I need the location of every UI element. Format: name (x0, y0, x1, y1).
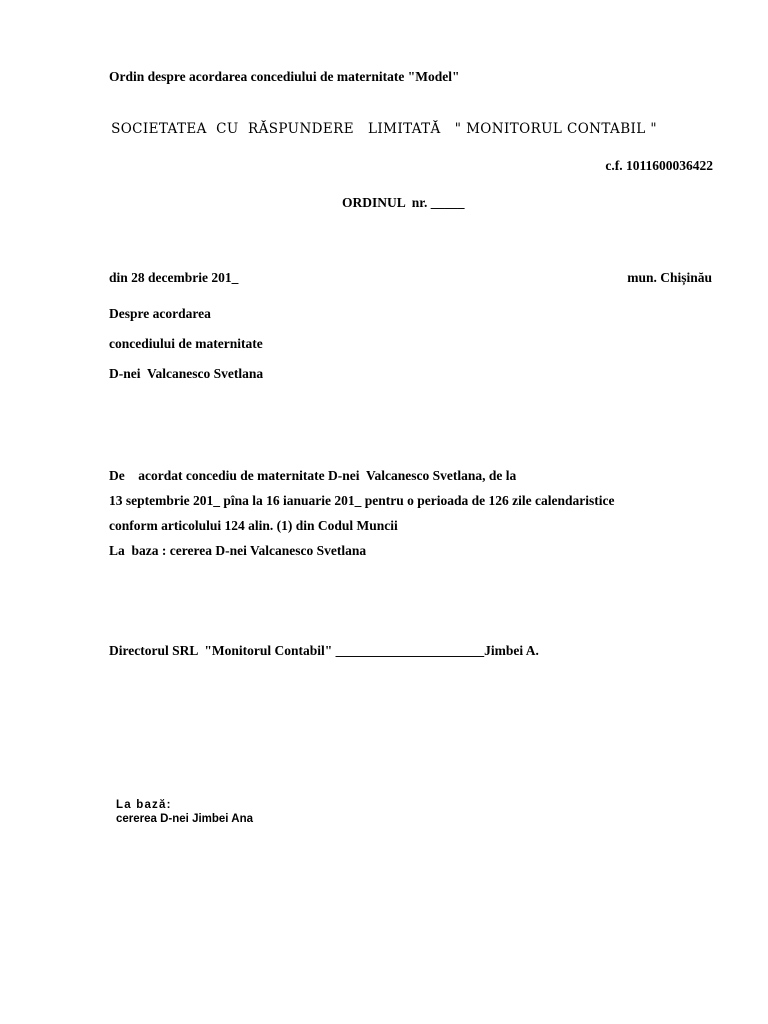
order-city: mun. Chișinău (627, 270, 712, 285)
body-line-3: conform articolului 124 alin. (1) din Codul Muncii (109, 518, 398, 533)
body-line-4: La baza : cererea D-nei Valcanesco Svetlana (109, 543, 367, 558)
footer-text: cererea D-nei Jimbei Ana (116, 813, 253, 825)
director-signature: Directorul SRL "Monitorul Contabil" ______________________Jimbei A. (109, 643, 539, 658)
footer-label: La bază: (116, 799, 172, 811)
subject-line-2: concediului de maternitate (109, 336, 263, 351)
order-title: ORDINUL nr. _____ (342, 195, 465, 210)
subject-line-1: Despre acordarea (109, 306, 211, 321)
order-date: din 28 decembrie 201_ (109, 270, 239, 285)
document-heading: Ordin despre acordarea concediului de maternitate "Model" (109, 69, 460, 84)
fiscal-code: c.f. 1011600036422 (605, 158, 713, 173)
company-name: SOCIETATEA CU RĂSPUNDERE LIMITATĂ " MONITORUL CONTABIL " (111, 121, 657, 137)
body-line-1: De acordat concediu de maternitate D-nei Valcanesco Svetlana, de la (109, 468, 517, 483)
subject-line-3: D-nei Valcanesco Svetlana (109, 366, 264, 381)
body-line-2: 13 septembrie 201_ pîna la 16 ianuarie 201_ pentru o perioada de 126 zile calendaristice (109, 493, 615, 508)
